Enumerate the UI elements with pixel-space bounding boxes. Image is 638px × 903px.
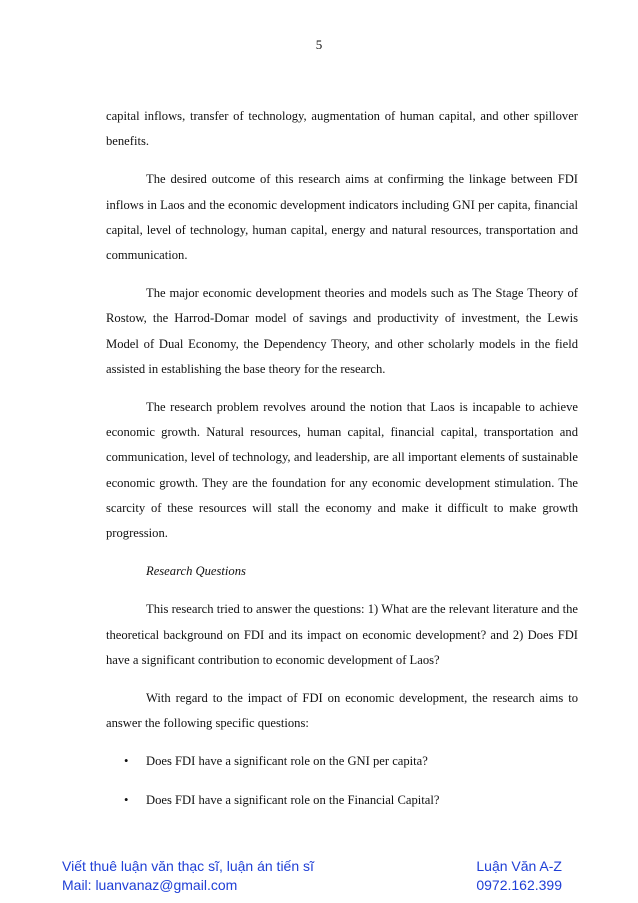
paragraph-development-theories: The major economic development theories and models such as The Stage Theory of Rostow, the Harrod-Domar model of savings and productivity of investment, the Lewis Model of Dual Economy, the Dependency Theory, and other scholarly models in the field assisted in establishing the base theory for the research. <box>106 286 578 376</box>
list-item <box>124 749 578 774</box>
list-item-text: Does FDI have a significant role on the GNI per capita? <box>146 754 428 769</box>
list-item <box>124 788 578 813</box>
footer-brand-text: Luận Văn A-Z <box>476 858 562 874</box>
page-number: 5 <box>315 37 323 52</box>
paragraph-specific-questions: With regard to the impact of FDI on economic development, the research aims to answer the following specific questions: <box>106 691 578 731</box>
bullet-list <box>106 749 578 812</box>
footer-row-bottom <box>62 876 562 895</box>
paragraph-research-problem: The research problem revolves around the notion that Laos is incapable to achieve economic growth. Natural resources, human capital, financial capital, transportation and communication, level of technology, and leadership, are all important elements of sustainable economic growth. They are the foundation for any economic development stimulation. The scarcity of these resources will stall the economy and make it difficult to make growth progression. <box>106 400 578 541</box>
section-heading-research-questions: Research Questions <box>146 564 246 579</box>
footer-row-top <box>62 857 562 876</box>
paragraph-desired-outcome: The desired outcome of this research aims at confirming the linkage between FDI inflows in Laos and the economic development indicators including GNI per capita, financial capital, level of technology, human capital, energy and natural resources, transportation and communication. <box>106 172 578 263</box>
bullet-icon: • <box>124 792 129 807</box>
paragraph-capital-inflows: capital inflows, transfer of technology, augmentation of human capital, and other spillover benefits. <box>106 109 578 149</box>
footer-email-text: Mail: luanvanaz@gmail.com <box>62 877 238 893</box>
paragraph-research-questions: This research tried to answer the questions: 1) What are the relevant literature and the theoretical background on FDI and its impact on economic development? and 2) Does FDI have a significant contribution to economic development of Laos? <box>106 602 578 667</box>
footer-service-text: Viết thuê luận văn thạc sĩ, luận án tiến sĩ <box>62 858 314 874</box>
document-body <box>106 104 578 826</box>
list-item-text: Does FDI have a significant role on the Financial Capital? <box>146 792 440 807</box>
bullet-icon: • <box>124 754 129 769</box>
footer-phone-text: 0972.162.399 <box>476 877 562 893</box>
